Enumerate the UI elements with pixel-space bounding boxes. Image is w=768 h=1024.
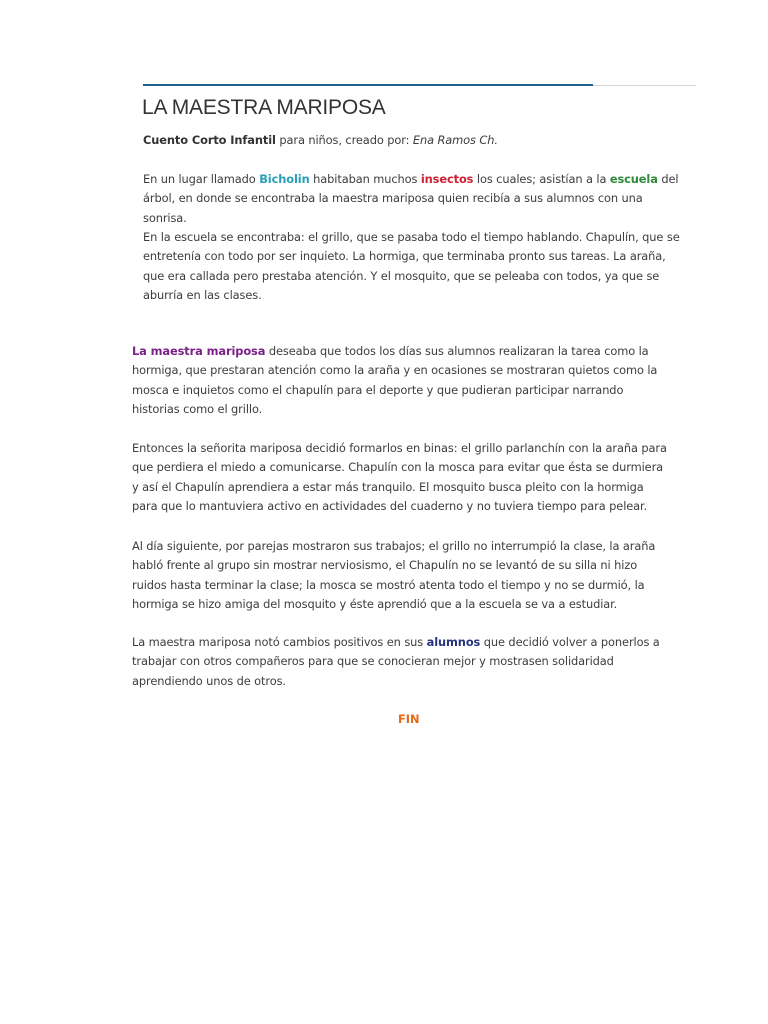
paragraph-6 <box>132 633 672 691</box>
text: que decidió volver a ponerlos a trabajar con otros compañeros para que se conocieran mejor y mostrasen solidaridad aprendiendo unos de otros. <box>132 635 660 688</box>
text: los cuales; asistían a la <box>473 172 610 186</box>
keyword-insectos[interactable]: insectos <box>420 172 474 186</box>
paragraph-5: Al día siguiente, por parejas mostraron sus trabajos; el grillo no interrumpió la clase, la araña habló frente al grupo sin mostrar nerviosismo, el Chapulín no se levantó de su silla ni hizo ruidos hasta terminar la clase; la mosca se mostró atenta todo el tiempo y no se durmió, la hormiga se hizo amiga del mosquito y éste aprendió que a la escuela se va a estudiar. <box>132 539 656 612</box>
paragraph-2: En la escuela se encontraba: el grillo, que se pasaba todo el tiempo hablando. Chapulín, que se entretenía con todo por ser inquieto. La hormiga, que terminaba pronto sus tareas. La araña, que era callada pero prestaba atención. Y el mosquito, que se peleaba con todos, ya que se aburría en las clases. <box>143 230 680 303</box>
story-end: FIN <box>398 712 420 726</box>
subtitle-genre: Cuento Corto Infantil <box>143 133 276 147</box>
paragraph-3 <box>132 342 672 420</box>
keyword-maestra-mariposa[interactable]: La maestra mariposa <box>132 344 266 358</box>
paragraph-4: Entonces la señorita mariposa decidió formarlos en binas: el grillo parlanchín con la araña para que perdiera el miedo a comunicarse. Chapulín con la mosca para evitar que ésta se durmiera y así el Chapulín aprendiera a estar más tranquilo. El mosquito busca pleito con la hormiga para que lo mantuviera activo en actividades del cuaderno y no tuviera tiempo para pelear. <box>132 441 667 514</box>
subtitle-text: para niños, creado por: <box>275 133 413 147</box>
text: En un lugar llamado <box>143 172 260 186</box>
story-subtitle <box>143 131 688 150</box>
paragraph-1 <box>143 170 688 228</box>
keyword-alumnos[interactable]: alumnos <box>426 635 481 649</box>
text: habitaban muchos <box>309 172 421 186</box>
story-title: LA MAESTRA MARIPOSA <box>142 96 386 119</box>
keyword-escuela[interactable]: escuela <box>609 172 658 186</box>
text: deseaba que todos los días sus alumnos realizaran la tarea como la hormiga, que prestaran atención como la araña y en ocasiones se mostraran quietos como la mosca e inquietos como el chapulín para el deporte y que pudieran participar narrando historias como el grillo. <box>132 344 658 417</box>
text: La maestra mariposa notó cambios positivos en sus <box>132 635 427 649</box>
title-divider-accent <box>143 84 593 86</box>
text: del árbol, en donde se encontraba la maestra mariposa quien recibía a sus alumnos con una sonrisa. <box>143 172 679 225</box>
keyword-bicholin[interactable]: Bicholin <box>259 172 310 186</box>
subtitle-author: Ena Ramos Ch. <box>412 133 498 147</box>
